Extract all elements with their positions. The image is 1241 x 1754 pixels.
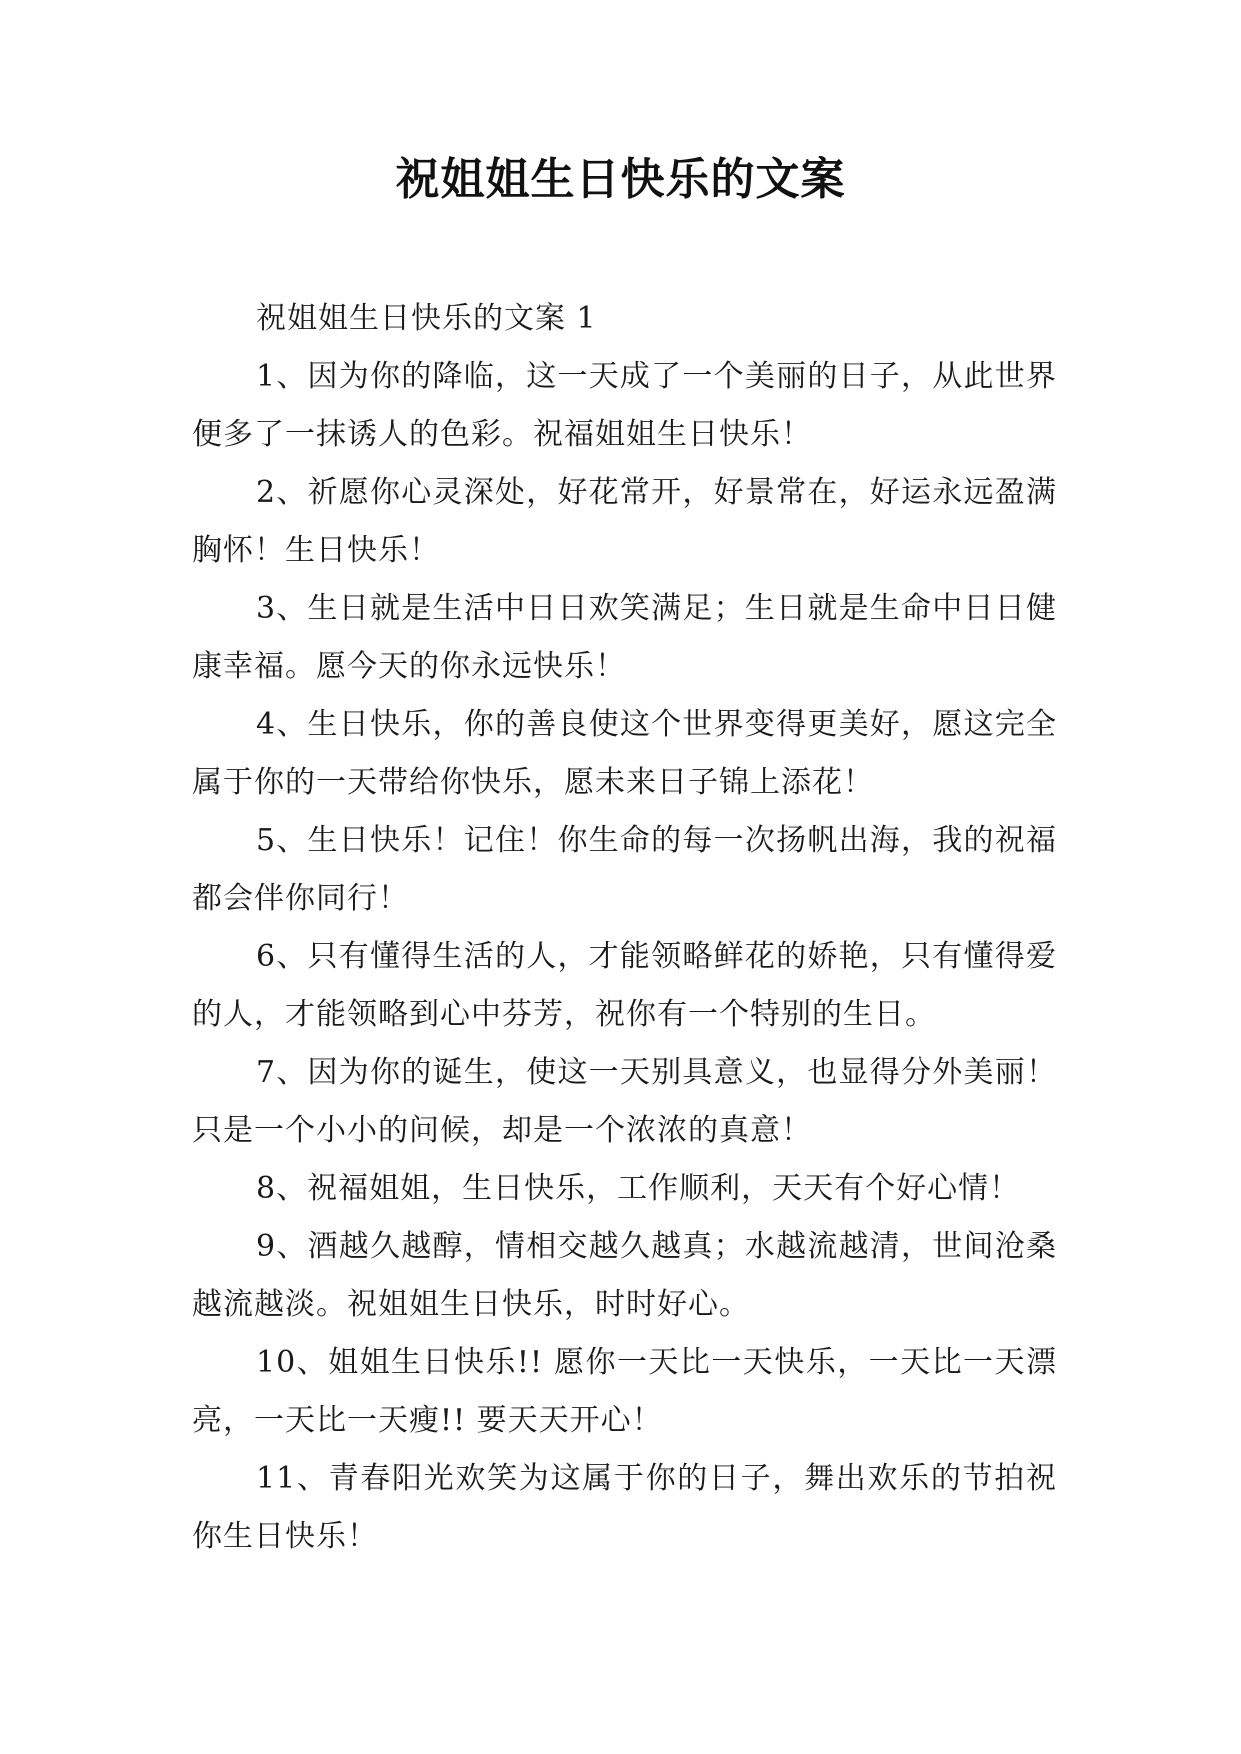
paragraph-item-1: 1、因为你的降临，这一天成了一个美丽的日子，从此世界便多了一抹诱人的色彩。祝福姐姐生日快乐！ <box>192 359 1057 452</box>
paragraph-item-7: 7、因为你的诞生，使这一天别具意义，也显得分外美丽！只是一个小小的问候，却是一个浓浓的真意！ <box>192 1055 1057 1148</box>
paragraph-item-11: 11、青春阳光欢笑为这属于你的日子，舞出欢乐的节拍祝你生日快乐！ <box>192 1461 1057 1554</box>
paragraph-item-4: 4、生日快乐，你的善良使这个世界变得更美好，愿这完全属于你的一天带给你快乐，愿未来日子锦上添花！ <box>192 707 1057 800</box>
paragraph-item-9: 9、酒越久越醇，情相交越久越真；水越流越清，世间沧桑越流越淡。祝姐姐生日快乐，时时好心。 <box>192 1229 1057 1322</box>
paragraph-item-6: 6、只有懂得生活的人，才能领略鲜花的娇艳，只有懂得爱的人，才能领略到心中芬芳，祝你有一个特别的生日。 <box>192 939 1057 1032</box>
paragraph-item-3: 3、生日就是生活中日日欢笑满足；生日就是生命中日日健康幸福。愿今天的你永远快乐！ <box>192 591 1057 684</box>
paragraph-item-8: 8、祝福姐姐，生日快乐，工作顺利，天天有个好心情！ <box>256 1171 1021 1206</box>
document-title: 祝姐姐生日快乐的文案 <box>395 154 846 205</box>
document-body <box>192 290 1057 1566</box>
paragraph-item-2: 2、祈愿你心灵深处，好花常开，好景常在，好运永远盈满胸怀！生日快乐！ <box>192 475 1057 568</box>
paragraph-item-10: 10、姐姐生日快乐!! 愿你一天比一天快乐，一天比一天漂亮，一天比一天瘦!! 要天天开心！ <box>192 1345 1057 1438</box>
paragraph-item-5: 5、生日快乐！记住！你生命的每一次扬帆出海，我的祝福都会伴你同行！ <box>192 823 1057 916</box>
section-heading: 祝姐姐生日快乐的文案 1 <box>256 301 597 336</box>
